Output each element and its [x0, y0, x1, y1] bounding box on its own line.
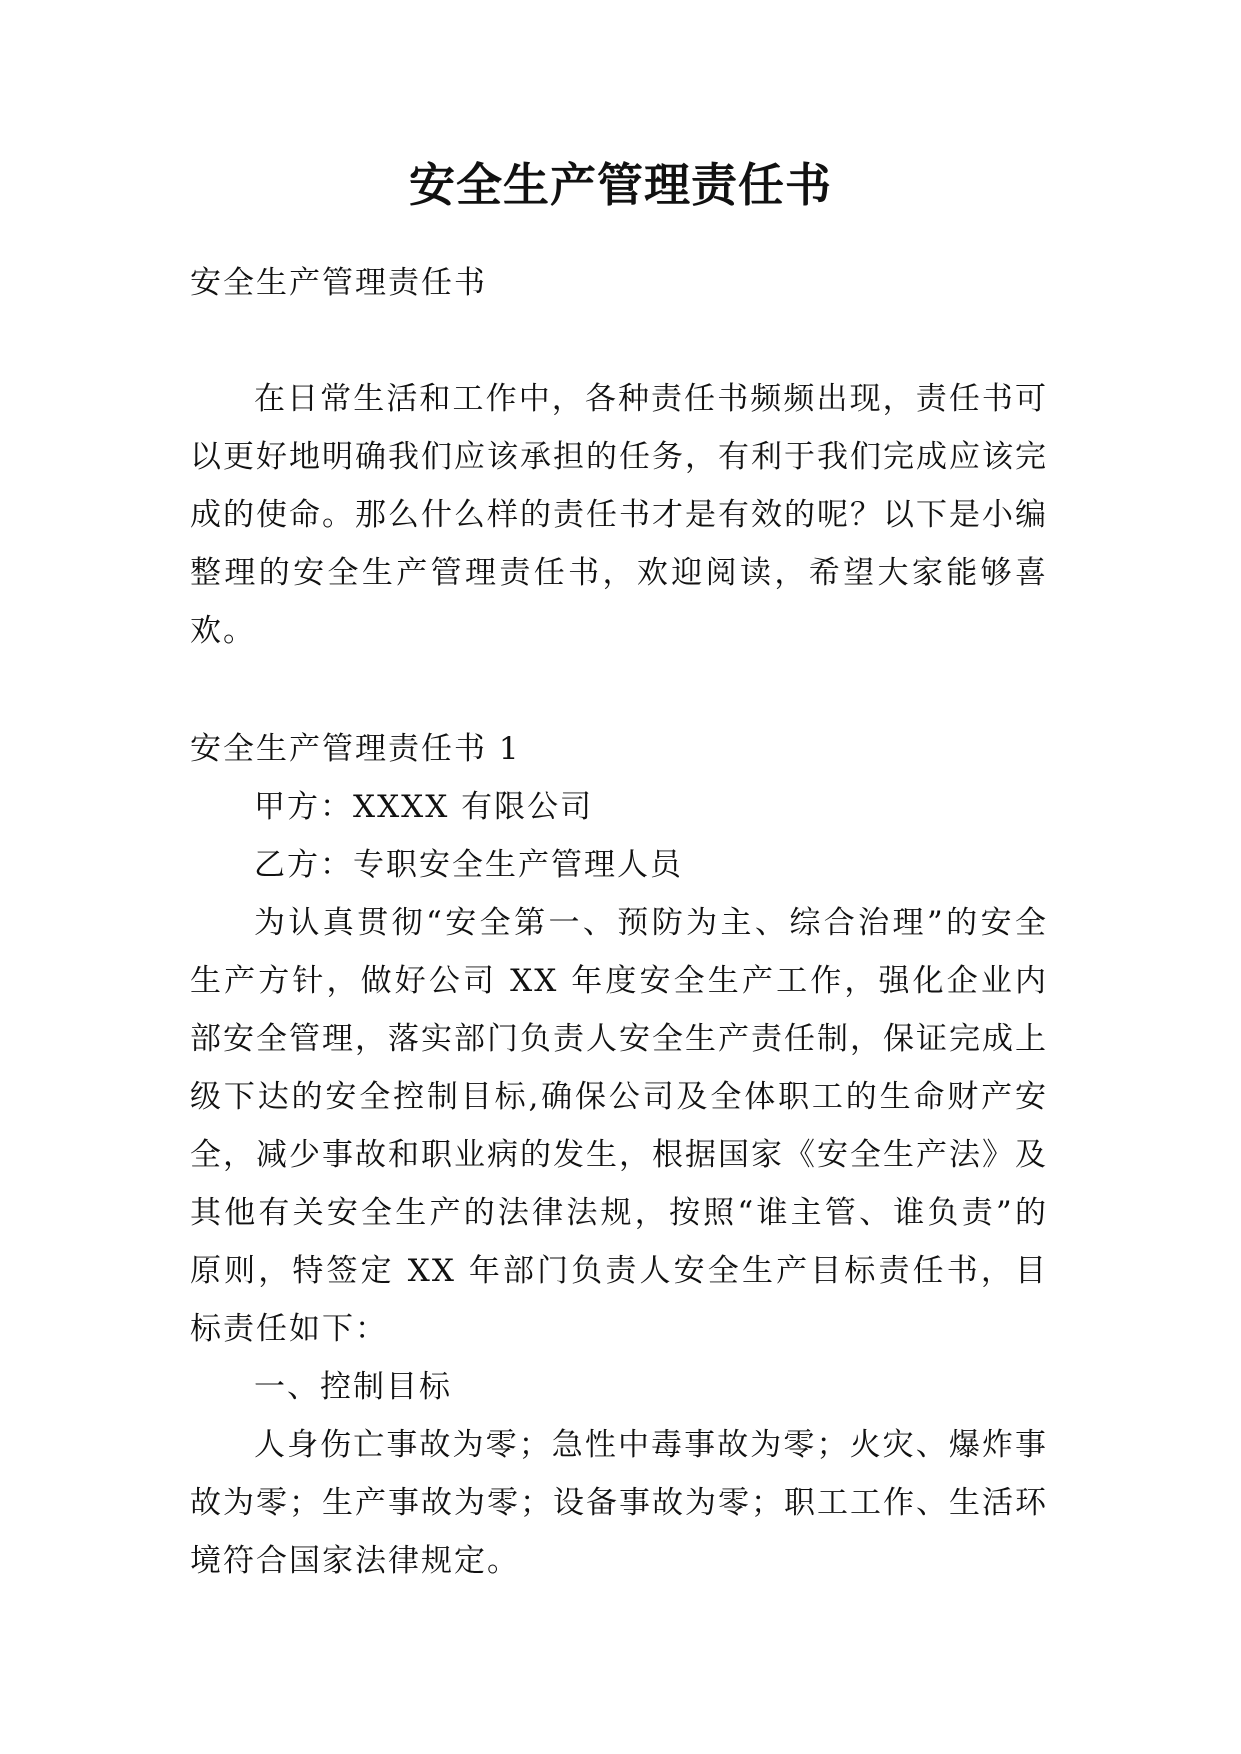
control-goals-paragraph: 人身伤亡事故为零；急性中毒事故为零；火灾、爆炸事故为零；生产事故为零；设备事故为零；职工工作、生活环境符合国家法律规定。	[190, 1427, 1048, 1579]
document-subtitle: 安全生产管理责任书	[190, 265, 487, 301]
responsibility-paragraph: 为认真贯彻“安全第一、预防为主、综合治理”的安全生产方针，做好公司 XX 年度安全生产工作，强化企业内部安全管理，落实部门负责人安全生产责任制，保证完成上级下达的安全控制目标,确保公司及全体职工的生命财产安全，减少事故和职业病的发生，根据国家《安全生产法》及其他有关安全生产的法律法规，按照“谁主管、谁负责”的原则，特签定 XX 年部门负责人安全生产目标责任书，目标责任如下：	[190, 905, 1048, 1347]
section-title: 安全生产管理责任书 1	[190, 731, 521, 767]
intro-paragraph: 在日常生活和工作中，各种责任书频频出现，责任书可以更好地明确我们应该承担的任务，有利于我们完成应该完成的使命。那么什么样的责任书才是有效的呢？以下是小编整理的安全生产管理责任书，欢迎阅读，希望大家能够喜欢。	[190, 381, 1048, 649]
party-b: 乙方：专职安全生产管理人员	[254, 847, 683, 883]
document-title: 安全生产管理责任书	[409, 158, 832, 212]
section-heading-control-goals: 一、控制目标	[254, 1369, 452, 1405]
party-a: 甲方：XXXX 有限公司	[254, 789, 594, 825]
document-body	[190, 254, 1048, 1590]
